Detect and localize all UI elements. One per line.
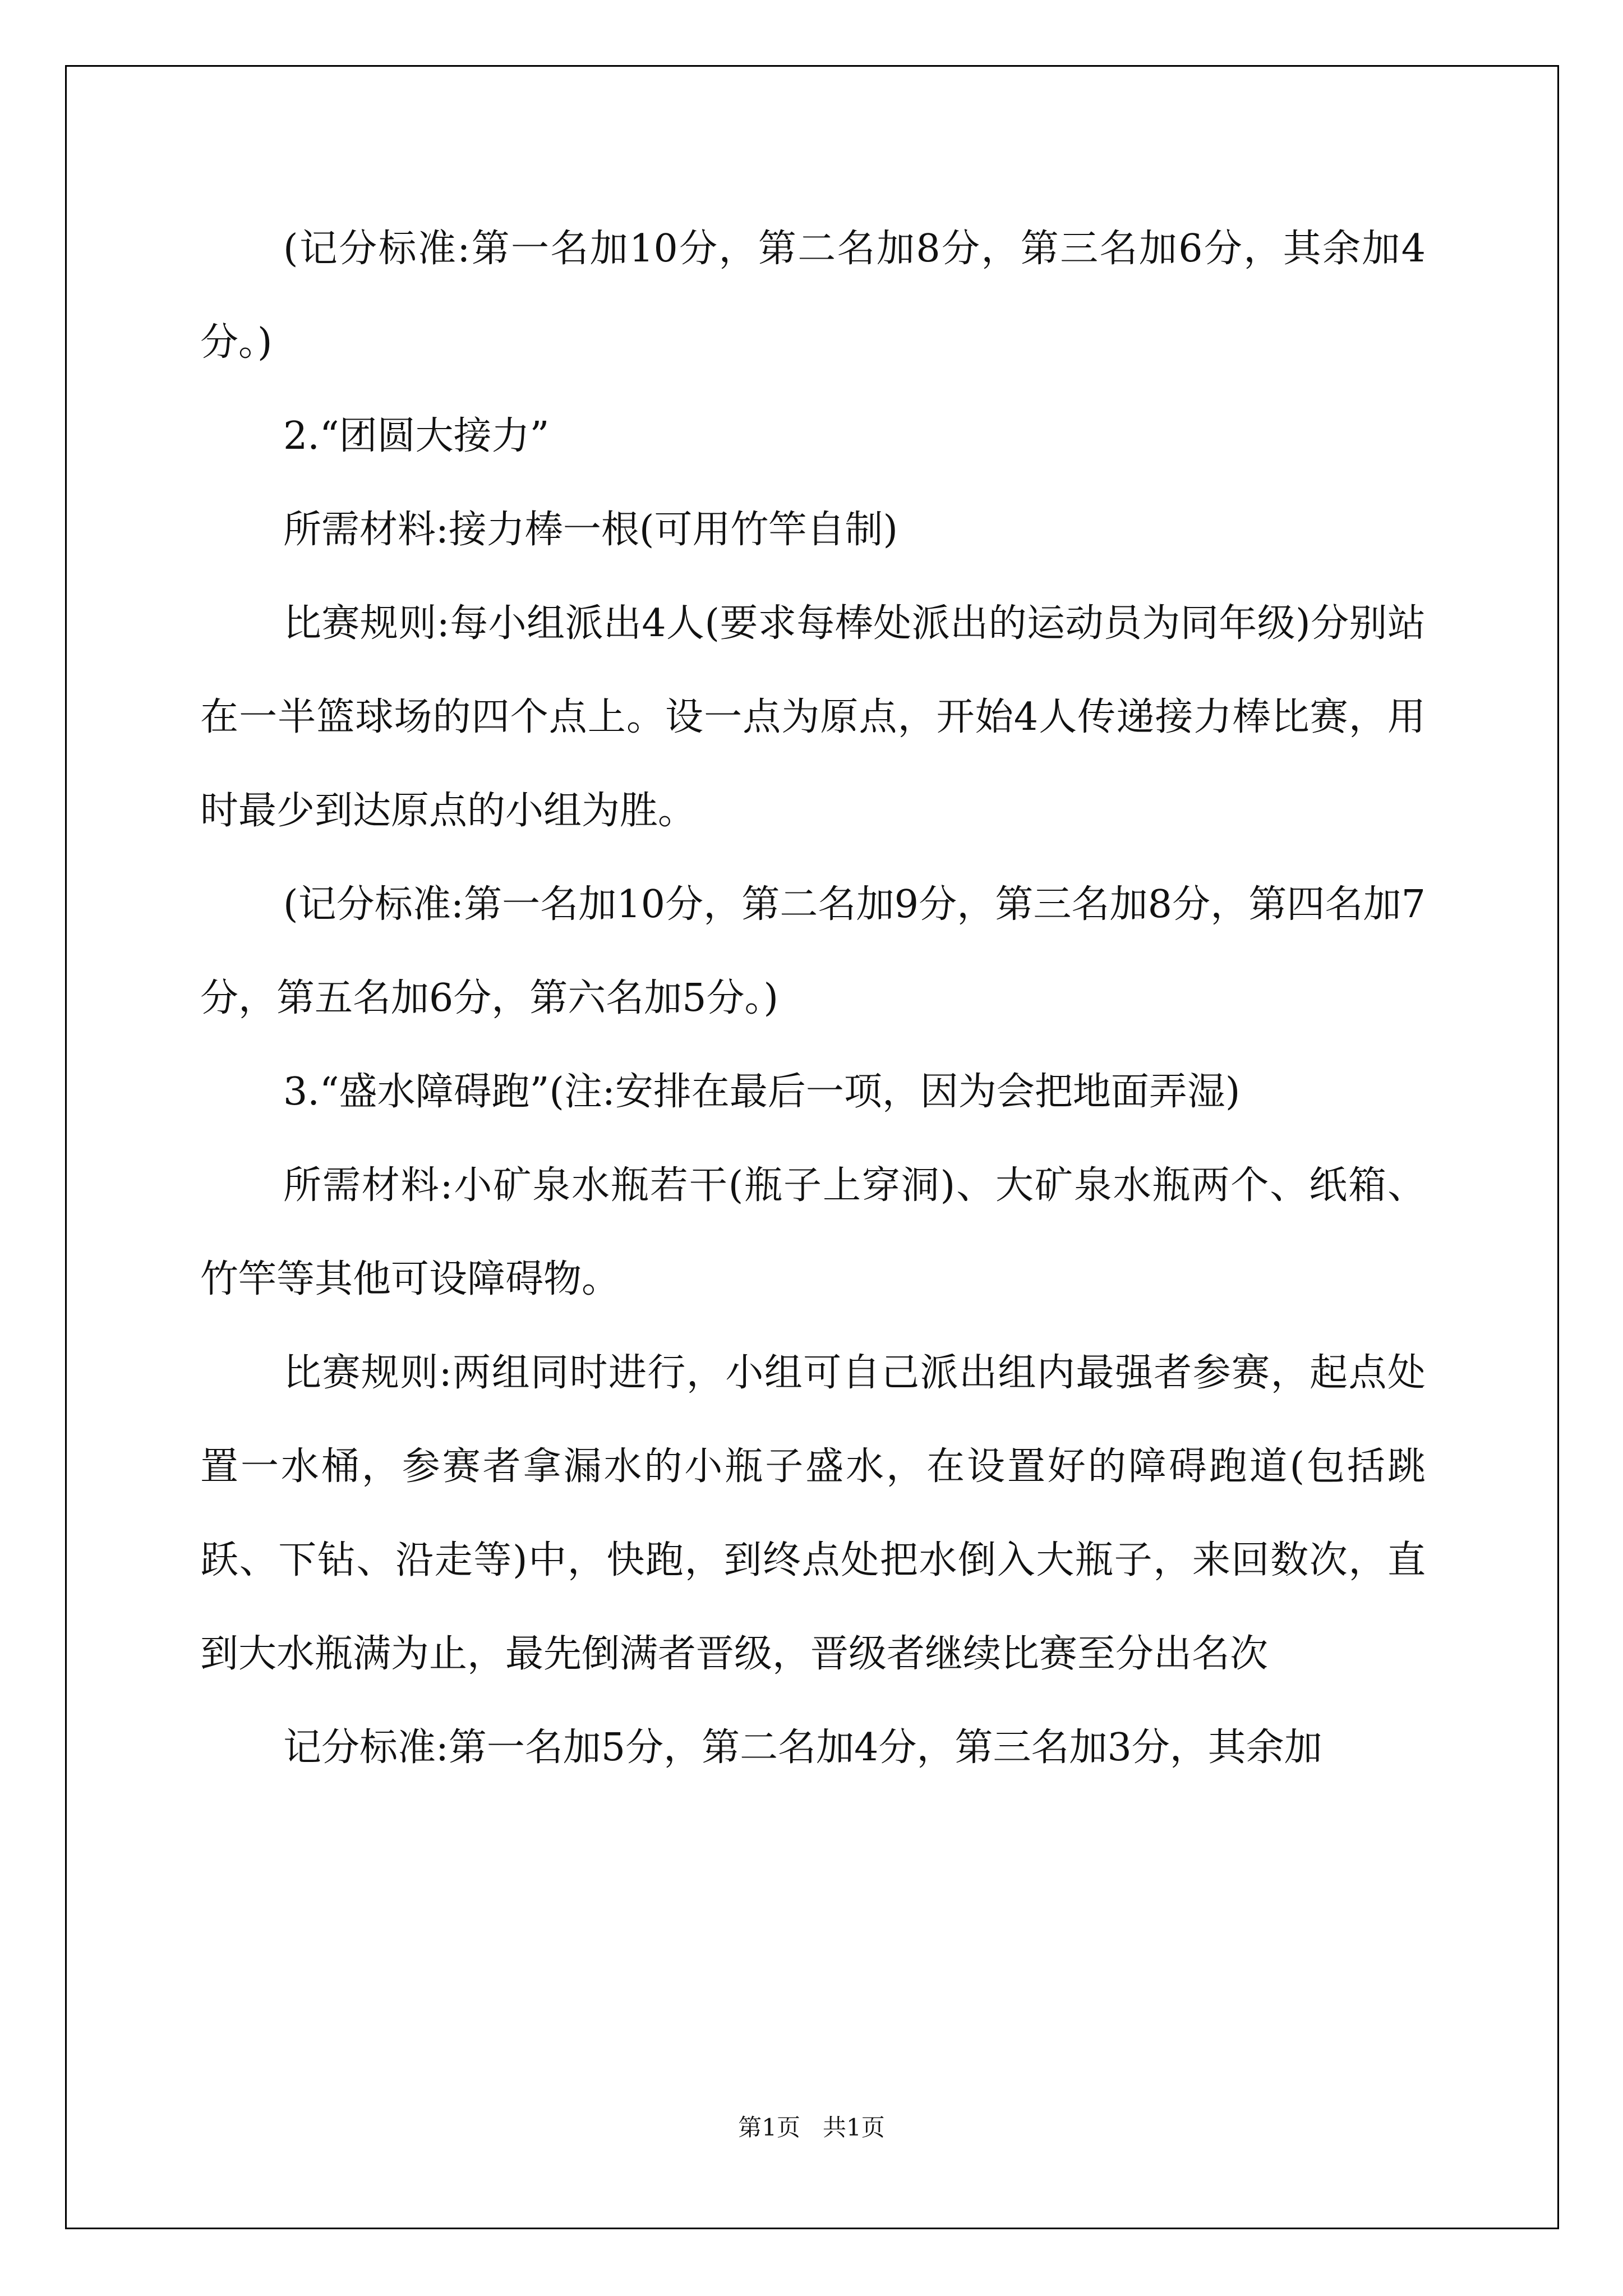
page-footer: 第1页 共1页 xyxy=(738,2114,885,2141)
heading-relay: 2.“团圆大接力” xyxy=(283,414,550,458)
paragraph-relay-scoring: (记分标准:第一名加10分，第二名加9分，第三名加8分，第四名加7分，第五名加6分，第六名加5分。) xyxy=(200,882,1426,1020)
paragraph-scoring-1: (记分标准:第一名加10分，第二名加8分，第三名加6分，其余加4分。) xyxy=(200,227,1426,365)
paragraph-water-rules: 比赛规则:两组同时进行，小组可自己派出组内最强者参赛，起点处置一水桶，参赛者拿漏水的小瓶子盛水，在设置好的障碍跑道(包括跳跃、下钻、沿走等)中，快跑，到终点处把水倒入大瓶子，来回数次，直到大水瓶满为止，最先倒满者晋级，晋级者继续比赛至分出名次 xyxy=(200,1351,1426,1676)
paragraph-relay-rules: 比赛规则:每小组派出4人(要求每棒处派出的运动员为同年级)分别站在一半篮球场的四个点上。设一点为原点，开始4人传递接力棒比赛，用时最少到达原点的小组为胜。 xyxy=(200,601,1426,833)
heading-water-obstacle: 3.“盛水障碍跑”(注:安排在最后一项，因为会把地面弄湿) xyxy=(283,1070,1241,1114)
paragraph-relay-materials: 所需材料:接力棒一根(可用竹竿自制) xyxy=(283,508,898,552)
paragraph-water-scoring: 记分标准:第一名加5分，第二名加4分，第三名加3分，其余加 xyxy=(283,1726,1322,1770)
document-body xyxy=(200,202,1426,1795)
paragraph-water-materials: 所需材料:小矿泉水瓶若干(瓶子上穿洞)、大矿泉水瓶两个、纸箱、竹竿等其他可设障碍物。 xyxy=(200,1163,1426,1301)
